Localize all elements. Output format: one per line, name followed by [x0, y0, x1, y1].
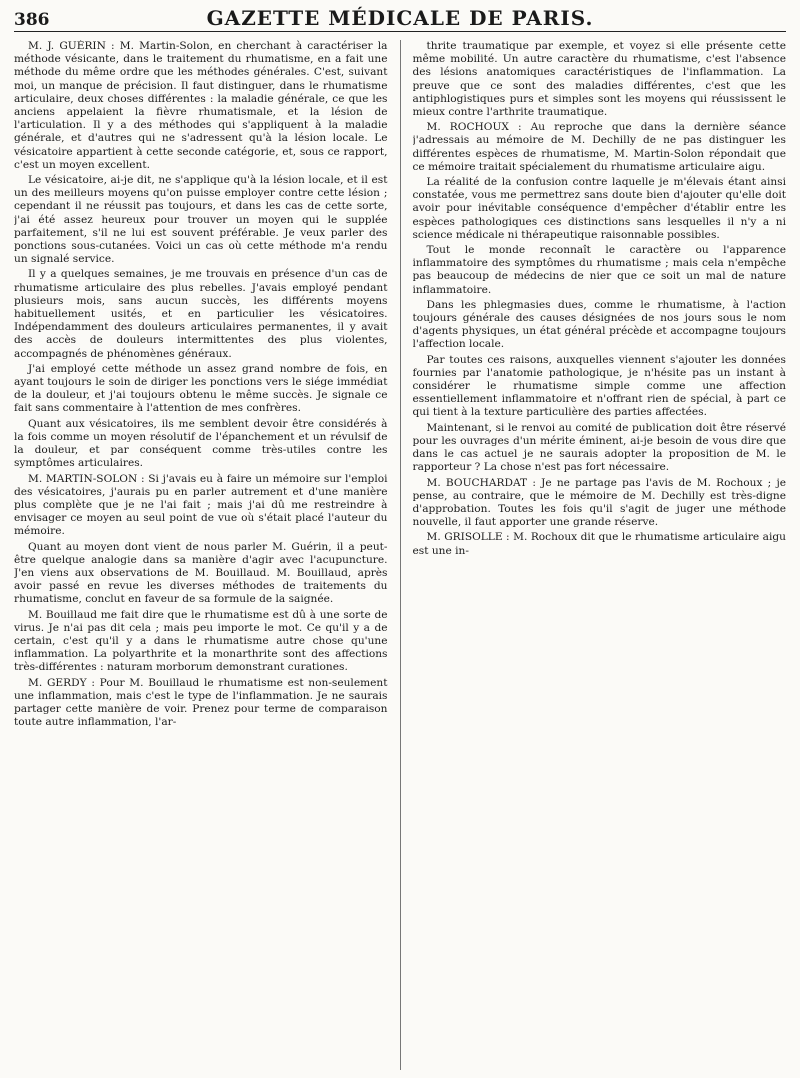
paragraph: M. Bouillaud me fait dire que le rhumatisme est dû à une sorte de virus. Je n'ai pas dit cela ; mais peu importe le mot. Ce qu'il y a de certain, c'est qu'il y a dans le rhumatisme autre chose qu'une inflammation. La polyarthrite et la monarthrite sont des affections très-différentes : naturam morborum demonstrant curationes.	[14, 608, 388, 674]
paragraph: Par toutes ces raisons, auxquelles viennent s'ajouter les données fournies par l'anatomie pathologique, je n'hésite pas un instant à considérer le rhumatisme simple comme une affection essentiellement inflammatoire et n'offrant rien de spécial, à part ce qui tient à la texture particulière des parties affectées.	[412, 353, 786, 419]
paragraph: J'ai employé cette méthode un assez grand nombre de fois, en ayant toujours le soin de diriger les ponctions vers le siége immédiat de la douleur, et j'ai toujours obtenu le même succès. Je signale ce fait sans commentaire à l'attention de mes confrères.	[14, 362, 388, 415]
paragraph: M. GERDY : Pour M. Bouillaud le rhumatisme est non-seulement une inflammation, mais c'est le type de l'inflammation. Je ne saurais partager cette manière de voir. Prenez pour terme de comparaison toute autre inflammation, l'ar-	[14, 676, 388, 729]
column-divider	[400, 40, 401, 1070]
article-columns	[14, 40, 786, 1070]
paragraph: Quant aux vésicatoires, ils me semblent devoir être considérés à la fois comme un moyen résolutif de l'épanchement et un révulsif de la douleur, et par conséquent comme très-utiles contre les symptômes articulaires.	[14, 417, 388, 470]
paragraph: La réalité de la confusion contre laquelle je m'élevais étant ainsi constatée, vous me permettrez sans doute bien d'ajouter qu'elle doit avoir pour inévitable conséquence d'empêcher d'établir entre les espèces pathologiques ces distinctions sans lesquelles il n'y a ni science médicale ni thérapeutique raisonnable possibles.	[412, 176, 786, 241]
paragraph: Le vésicatoire, ai-je dit, ne s'applique qu'à la lésion locale, et il est un des meilleurs moyens qu'on puisse employer contre cette lésion ; cependant il ne réussit pas toujours, et dans les cas de cette sorte, j'ai été assez heureux pour trouver un moyen qui le supplée parfaitement, s'il ne lui est souvent préférable. Je veux parler des ponctions sous-cutanées. Voici un cas où cette méthode m'a rendu un signalé service.	[14, 174, 388, 266]
journal-title: GAZETTE MÉDICALE DE PARIS.	[206, 6, 594, 30]
paragraph: Maintenant, si le renvoi au comité de publication doit être réservé pour les ouvrages d'un mérite éminent, ai-je besoin de vous dire que dans le cas actuel je ne saurais adopter la proposition de M. le rapporteur ? La chose n'est pas fort nécessaire.	[412, 421, 786, 474]
paragraph: M. GRISOLLE : M. Rochoux dit que le rhumatisme articulaire aigu est une in-	[412, 531, 786, 557]
masthead	[14, 6, 786, 32]
paragraph: M. MARTIN-SOLON : Si j'avais eu à faire un mémoire sur l'emploi des vésicatoires, j'aurais pu en parler autrement et d'une manière plus complète que je ne l'ai fait ; mais j'ai dû me restreindre à envisager ce moyen au seul point de vue où s'était placé l'auteur du mémoire.	[14, 472, 388, 538]
paragraph: Tout le monde reconnaît le caractère ou l'apparence inflammatoire des symptômes du rhumatisme ; mais cela n'empêche pas beaucoup de médecins de nier que ce soit un mal de nature inflammatoire.	[412, 244, 786, 296]
left-column	[14, 40, 388, 1070]
paragraph: M. BOUCHARDAT : Je ne partage pas l'avis de M. Rochoux ; je pense, au contraire, que le mémoire de M. Dechilly est très-digne d'approbation. Toutes les fois qu'il s'agit de juger une méthode nouvelle, il faut apporter une grande réserve.	[412, 476, 786, 529]
paragraph: M. ROCHOUX : Au reproche que dans la dernière séance j'adressais au mémoire de M. Dechilly de ne pas distinguer les différentes espèces de rhumatisme, M. Martin-Solon répondait que ce mémoire traitait spécialement du rhumatisme articulaire aigu.	[412, 121, 786, 173]
page-number: 386	[14, 10, 50, 30]
paragraph: Il y a quelques semaines, je me trouvais en présence d'un cas de rhumatisme articulaire des plus rebelles. J'avais employé pendant plusieurs mois, sans aucun succès, les différents moyens habituellement usités, et en particulier les vésicatoires. Indépendamment des douleurs articulaires permanentes, il y avait des accès de douleurs intermittentes des plus violentes, accompagnés de phénomènes généraux.	[14, 268, 388, 360]
paragraph: Quant au moyen dont vient de nous parler M. Guérin, il a peut-être quelque analogie dans sa manière d'agir avec l'acupuncture. J'en viens aux observations de M. Bouillaud. M. Bouillaud, après avoir passé en revue les diverses méthodes de traitements du rhumatisme, conclut en faveur de sa formule de la saignée.	[14, 540, 388, 606]
paragraph: thrite traumatique par exemple, et voyez si elle présente cette même mobilité. Un autre caractère du rhumatisme, c'est l'absence des lésions anatomiques caractéristiques de l'inflammation. La preuve que ce sont des maladies différentes, c'est que les antiphlogistiques purs et simples sont les moyens qui réussissent le mieux contre l'arthrite traumatique.	[412, 40, 786, 119]
right-column	[413, 40, 787, 1070]
paragraph: Dans les phlegmasies dues, comme le rhumatisme, à l'action toujours générale des causes désignées de nos jours sous le nom d'agents physiques, un état général précède et accompagne toujours l'affection locale.	[412, 298, 786, 351]
paragraph: M. J. GUÉRIN : M. Martin-Solon, en cherchant à caractériser la méthode vésicante, dans le traitement du rhumatisme, en a fait une méthode du même ordre que les méthodes générales. C'est, suivant moi, un manque de précision. Il faut distinguer, dans le rhumatisme articulaire, deux choses différentes : la maladie générale, ce que les anciens appelaient la fièvre rhumatismale, et la lésion de l'articulation. Il y a des méthodes qui s'appliquent à la maladie générale, et d'autres qui ne s'adressent qu'à la lésion locale. Le vésicatoire appartient à cette seconde catégorie, et, sous ce rapport, c'est un moyen excellent.	[14, 40, 388, 171]
